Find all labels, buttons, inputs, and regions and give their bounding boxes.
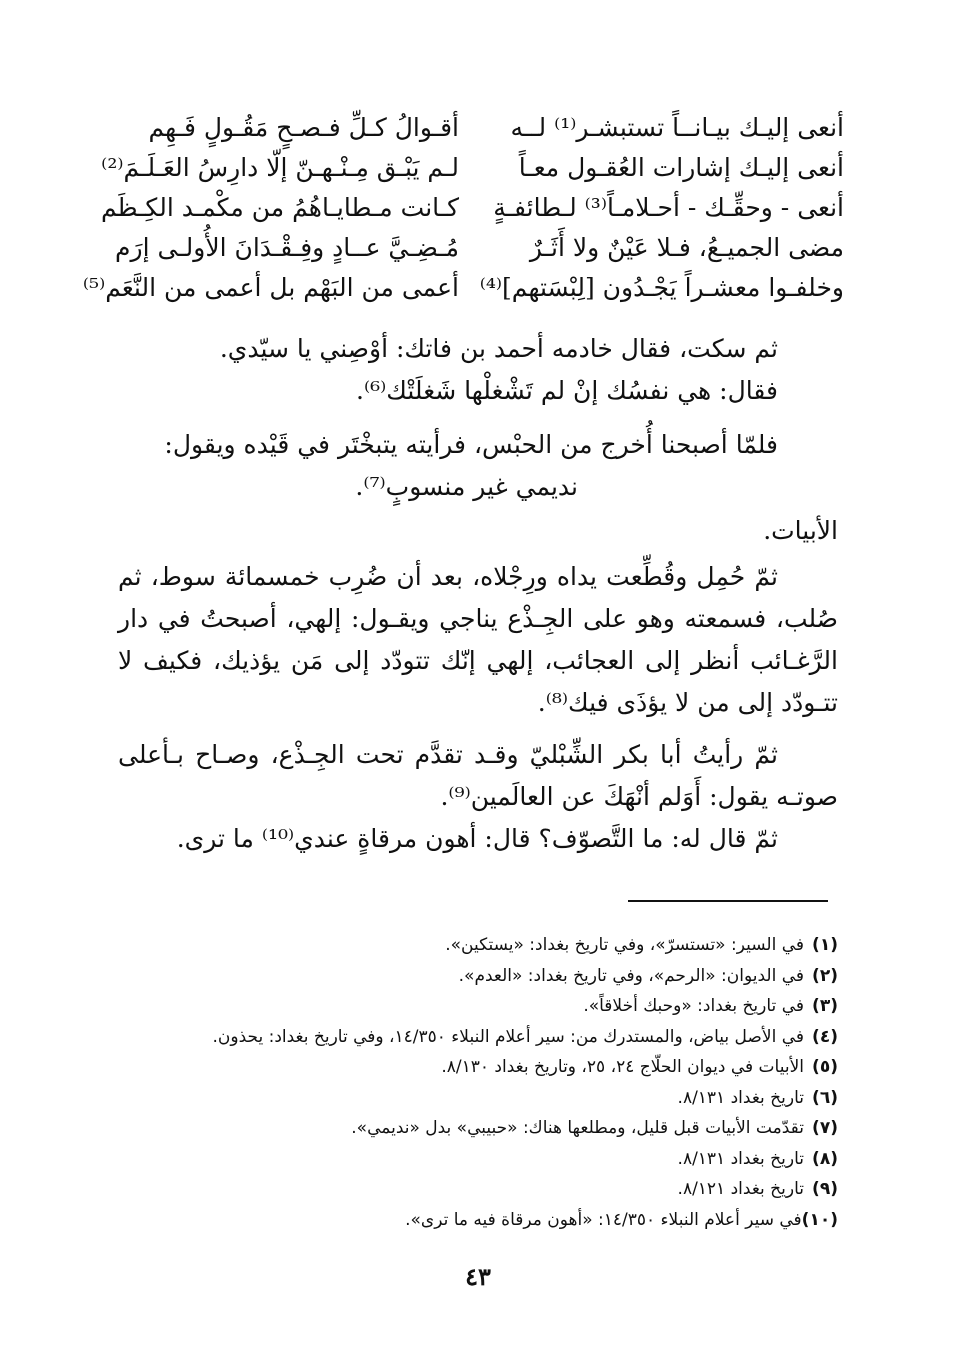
paragraph-line: فقال: هي نفسُك إنْ لم تَشْغلْها شَغلَتْك⁽⁶⁾.: [356, 376, 778, 405]
poem-verse: [101, 148, 844, 188]
footnote-text: في الأصل بياض، والمستدرك من: سير أعلام النبلاء ١٤/٣٥٠، وفي تاريخ بغداد: يحذون.: [212, 1026, 804, 1047]
footnote-number: (٩): [812, 1179, 838, 1199]
poem-verse: [114, 228, 844, 268]
footnote-text: تقدّمت الأبيات قبل قليل، ومطلعها هناك: «حبيبي» بدل «نديمي».: [351, 1118, 804, 1138]
footnote: [118, 961, 838, 992]
poem-verse: [82, 268, 844, 308]
verse-first-hemistich: أنعى - وحقِّـك - أحـلامـاً⁽³⁾ لـطائفـةٍ: [493, 193, 844, 222]
footnote: [118, 991, 838, 1022]
verse-second-hemistich: كـانت مـطايـاهُمُ من مكْمـد الكِـظَم: [100, 193, 459, 222]
footnote-text: في تاريخ بغداد: «وحبك أخلاقاً».: [583, 996, 804, 1016]
footnote-number: (١٠): [801, 1209, 838, 1230]
footnote-text: في السير: «تستسرّ»، وفي تاريخ بغداد: «يستكين».: [445, 935, 804, 955]
text-block-prison: [118, 424, 838, 508]
paragraph: ثمّ رأيتُ أبا بكر الشِّبْليّ وقـد تقدَّم تحت الجِـذْع، وصـاح بـأعلى صوتـه يقول: أَوَلم أنْهَكَ عن العالَمين⁽⁹⁾.: [118, 740, 838, 811]
text-block-shibli: [118, 734, 838, 860]
footnote: [118, 1083, 838, 1114]
text-block-execution: [118, 556, 838, 724]
footnote: [118, 1113, 838, 1144]
verse-first-hemistich: أنعى إليـك إشارات العُقـول معـاً: [518, 153, 844, 182]
paragraph-line: ثمّ قال له: ما التَّصوّف؟ قال: أهون مرقاةٍ عندي⁽¹⁰⁾ ما ترى.: [176, 824, 778, 853]
footnote-text: تاريخ بغداد ٨/١٢١.: [677, 1179, 804, 1199]
footnote: [118, 1022, 838, 1053]
footnote-number: (٧): [812, 1118, 838, 1138]
verse-first-hemistich: أنعى إليـك بيـانــاً تستبشـر⁽¹⁾ لــه: [510, 113, 844, 142]
footnote: [118, 1174, 838, 1205]
footnote-text: تاريخ بغداد ٨/١٣١.: [677, 1148, 804, 1169]
footnote-number: (١): [812, 935, 838, 955]
poem-verse: [100, 188, 844, 228]
footnote-text: في الديوان: «الرحم»، وفي تاريخ بغداد: «العدم».: [458, 965, 804, 986]
paragraph-line: فلمّا أصبحنا أُخرج من الحبْس، فرأيته يتبخْتَر في قَيْده ويقول:: [164, 430, 778, 459]
verse-second-hemistich: أعمى من البَهْم بل أعمى من النَّعَم⁽⁵⁾: [82, 273, 459, 302]
verse-second-hemistich: أقـوالُ كـلِّ فـصـحٍ مَقُـولٍ فَـهِم: [148, 113, 459, 142]
footnote: [118, 1144, 838, 1175]
verse-first-hemistich: مضى الجميـعُ، فـلا عَيْنٌ ولا أَثَـرٌ: [529, 233, 844, 262]
footnote-number: (٢): [812, 965, 838, 986]
verse-first-hemistich: وخلفـوا معشـراً يَجْـدُون [لِبْسَتهم]⁽⁴⁾: [479, 273, 844, 302]
footnote-number: (٦): [812, 1087, 838, 1108]
footnote-text: الأبيات في ديوان الحلّاج ٢٤، ٢٥، وتاريخ بغداد ٨/١٣٠.: [441, 1057, 804, 1077]
poem-verse: [114, 108, 844, 148]
verse-second-hemistich: مُـضِـيَّ عــادٍ وفِـقْـدَانَ الأُولـى إرَم: [115, 233, 459, 262]
verse-second-hemistich: لـم يَبْـق مِـنْـهـنّ إلّا دارِسُ العَـلَـمَ⁽²⁾: [101, 153, 459, 182]
footnote-number: (٥): [812, 1057, 838, 1077]
text-block-abyat: [118, 510, 838, 552]
footnote: [118, 1052, 838, 1083]
footnote-text: في سير أعلام النبلاء ١٤/٣٥٠: «أهون مرقاة فيه ما ترى».: [405, 1209, 802, 1230]
footnote-separator: [628, 900, 828, 902]
footnote: [118, 930, 838, 961]
footnotes: [118, 930, 838, 1235]
footnote-number: (٣): [812, 996, 838, 1016]
text-block-advice: [118, 328, 838, 412]
poem-verses: [82, 108, 844, 308]
page-number: ٤٣: [465, 1262, 491, 1291]
footnote: [118, 1205, 838, 1236]
footnote-text: تاريخ بغداد ٨/١٣١.: [677, 1087, 804, 1108]
paragraph-line: الأبيات.: [763, 516, 838, 545]
paragraph: ثمّ حُمِل وقُطِّعت يداه ورِجْلاه، بعد أن ضُرِب خمسمائة سوط، ثم صُلب، فسمعته وهو على الجِـذْع يناجي ويقـول: إلهي، أصبحتُ في دار الرَّغـائب أنظر إلى العجائب، إلهي إنّك تتودّد إلى مَن يؤذيك، فكيف لا تتـودّد إلى من لا يؤذَى فيك⁽⁸⁾.: [118, 562, 838, 717]
footnote-number: (٤): [812, 1026, 838, 1047]
footnote-number: (٨): [812, 1148, 838, 1169]
verse-quote: نديمي غير منسوبٍ⁽⁷⁾.: [355, 472, 578, 501]
paragraph-line: ثم سكت، فقال خادمه أحمد بن فاتك: أوْصِني يا سيّدي.: [219, 334, 778, 363]
